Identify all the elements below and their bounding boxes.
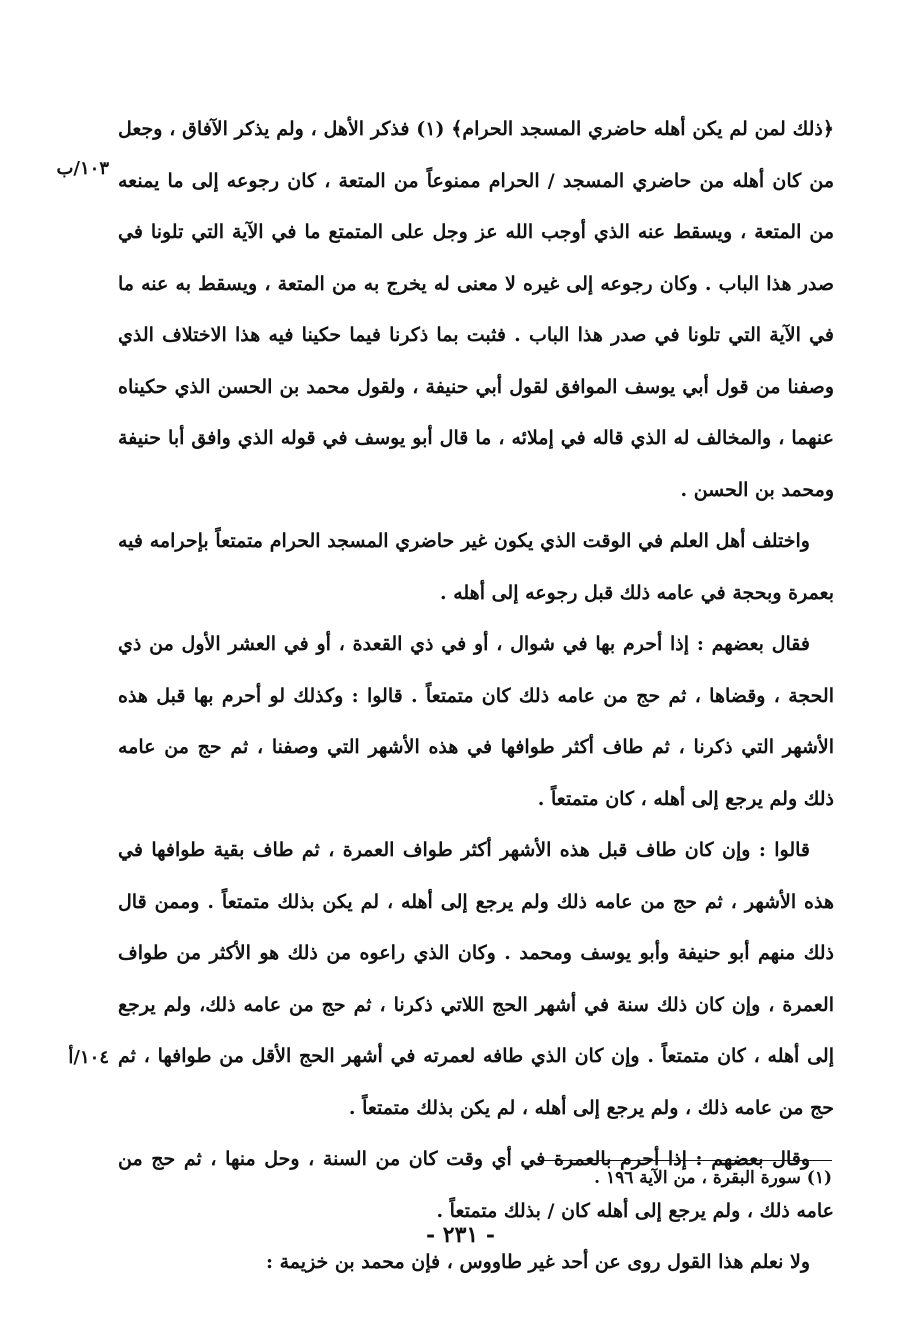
- folio-marker: ١٠٣/ب: [56, 158, 109, 179]
- folio-marker: ١٠٤/أ: [68, 1047, 109, 1068]
- paragraph: ولا نعلم هذا القول روى عن أحد غير طاووس ، فإن محمد بن خزيمة :: [265, 1251, 810, 1273]
- footnote-divider: [540, 1160, 832, 1161]
- paragraph: قالوا : وإن كان طاف قبل هذه الأشهر أكثر طواف العمرة ، ثم طاف بقية طوافها في هذه الأشهر ، ثم حج من عامه ذلك ولم يرجع إلى أهله ، لم يكن بذلك متمتعاً . وممن قال ذلك منهم أبو حنيفة وأبو يوسف ومحمد . وكان الذي راعوه من ذلك هو الأكثر من طواف العمرة ، وإن كان ذلك سنة في أشهر الحج اللاتي ذكرنا ، ثم حج من عامه ذلك، ولم يرجع إلى أهله ، كان متمتعاً . وإن كان الذي طافه لعمرته في أشهر الحج الأقل من طوافها ، ثم حج من عامه ذلك ، ولم يرجع إلى أهله ، لم يكن بذلك متمتعاً .: [118, 839, 834, 1119]
- page-number: - ٢٣١ -: [425, 1222, 496, 1248]
- paragraph: ﴿ذلك لمن لم يكن أهله حاضري المسجد الحرام﴾ (١) فذكر الأهل ، ولم يذكر الآفاق ، وجعل من كان أهله من حاضري المسجد / الحرام ممنوعاً من المتعة ، كان رجوعه إلى ما يمنعه من المتعة ، ويسقط عنه الذي أوجب الله عز وجل على المتمتع ما في الآية التي تلونا في صدر هذا الباب . وكان رجوعه إلى غيره لا معنى له يخرج به من المتعة ، ويسقط به عنه ما في الآية التي تلونا في صدر هذا الباب . فثبت بما ذكرنا فيما حكينا فيه هذا الاختلاف الذي وصفنا من قول أبي يوسف الموافق لقول أبي حنيفة ، ولقول محمد بن الحسن الذي حكيناه عنهما ، والمخالف له الذي قاله في إملائه ، ما قال أبو يوسف في قوله الذي وافق أبا حنيفة ومحمد بن الحسن .: [118, 118, 835, 501]
- paragraph: واختلف أهل العلم في الوقت الذي يكون غير حاضري المسجد الحرام متمتعاً بإحرامه فيه بعمرة وبحجة في عامه ذلك قبل رجوعه إلى أهله .: [118, 530, 834, 604]
- main-text: [118, 104, 834, 1289]
- paragraph: وقال بعضهم : إذا أحرم بالعمرة في أي وقت كان من السنة ، وحل منها ، ثم حج من عامه ذلك ، ولم يرجع إلى أهله كان / بذلك متمتعاً .: [118, 1148, 834, 1222]
- footnote: (١) سورة البقرة ، من الآية ١٩٦ .: [594, 1168, 832, 1188]
- paragraph: فقال بعضهم : إذا أحرم بها في شوال ، أو في ذي القعدة ، أو في العشر الأول من ذي الحجة ، وقضاها ، ثم حج من عامه ذلك كان متمتعاً . قالوا : وكذلك لو أحرم بها قبل هذه الأشهر التي ذكرنا ، ثم طاف أكثر طوافها في هذه الأشهر التي وصفنا ، ثم حج من عامه ذلك ولم يرجع إلى أهله ، كان متمتعاً .: [118, 633, 834, 810]
